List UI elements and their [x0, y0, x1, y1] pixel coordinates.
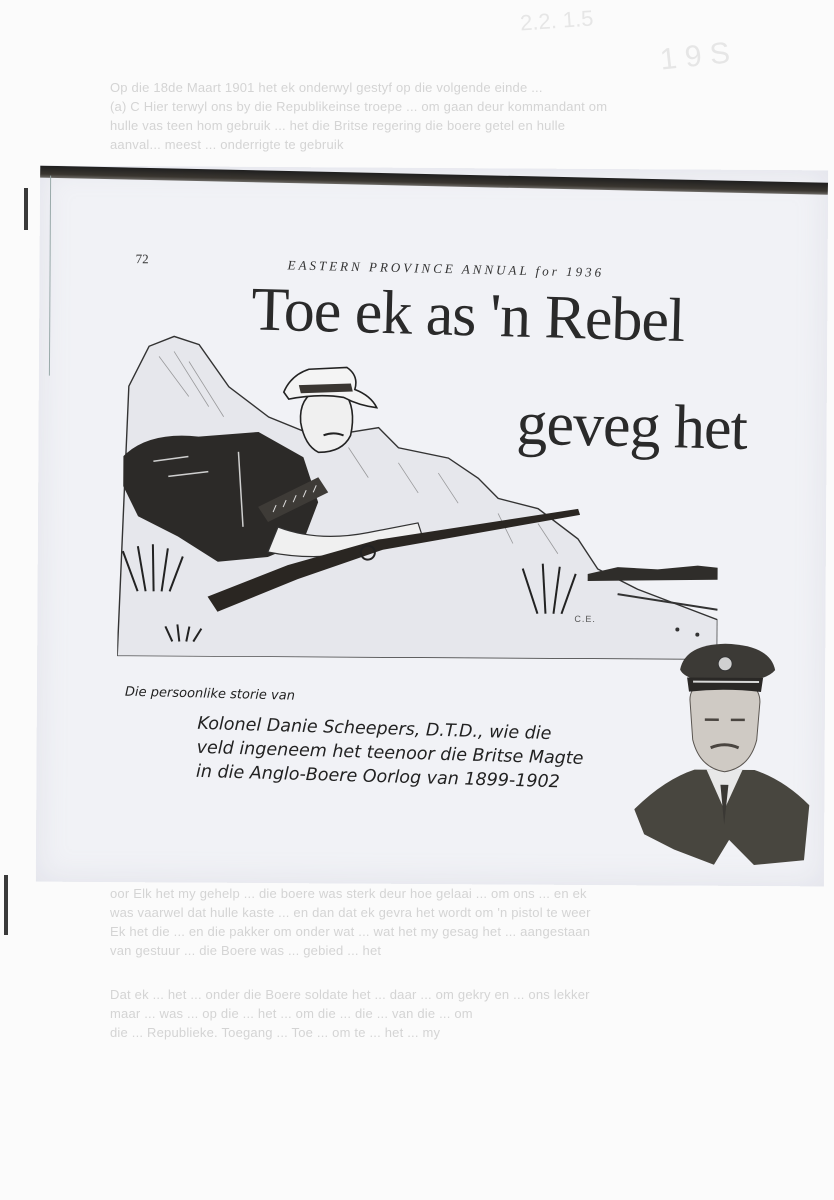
bleed-line: Ek het die ... en die pakker om onder wat ... wat het my gesag het ... aangestaan — [110, 924, 591, 939]
byline-intro: Die persoonlike storie van — [124, 684, 296, 704]
bleed-line: maar ... was ... op die ... het ... om die ... die ... van die ... om — [110, 1006, 473, 1021]
bleed-line: aanval... meest ... onderrigte te gebruik — [110, 137, 344, 152]
bleed-line: (a) C Hier terwyl ons by die Republikeinse troepe ... om gaan deur kommandant om — [110, 99, 608, 114]
colonel-portrait-photo — [634, 639, 815, 870]
bleed-line: van gestuur ... die Boere was ... gebied ... het — [110, 943, 382, 958]
clipping-left-edge — [49, 176, 51, 376]
byline — [196, 712, 618, 796]
bleed-line: Op die 18de Maart 1901 het ek onderwyl gestyf op die volgende einde ... — [110, 80, 543, 95]
clipping-top-edge — [40, 166, 828, 195]
bleed-line: was vaarwel dat hulle kaste ... en dan dat ek gevra het wordt om 'n pistol te weer — [110, 905, 591, 920]
handwritten-corner-mark: 2.2. 1.5 — [519, 5, 595, 36]
bleed-line: die ... Republieke. Toegang ... Toe ... om te ... het ... my — [110, 1025, 441, 1040]
bleed-through-text-top — [110, 78, 770, 154]
article-clipping — [36, 166, 828, 887]
byline-line: veld ingeneem het teenoor die Britse Magte — [196, 737, 584, 769]
bleed-through-text-bottom-2 — [110, 985, 800, 1042]
illustrator-signature: C.E. — [574, 613, 596, 625]
byline-line: Kolonel Danie Scheepers, D.T.D., wie die — [197, 713, 552, 745]
bleed-line: hulle vas teen hom gebruik ... het die Britse regering die boere getel en hulle — [110, 118, 566, 133]
byline-line: in die Anglo-Boere Oorlog van 1899-1902 — [195, 761, 561, 793]
page-number: 72 — [135, 251, 149, 267]
binding-mark — [4, 875, 8, 935]
handwritten-corner-mark: 1 9 S — [658, 36, 732, 77]
bleed-line: Dat ek ... het ... onder die Boere soldate het ... daar ... om gekry en ... ons lekker — [110, 987, 590, 1002]
rebel-rifleman-illustration — [117, 326, 719, 660]
running-head: EASTERN PROVINCE ANNUAL for 1936 — [287, 257, 605, 280]
article-title-line-2: geveg het — [515, 389, 748, 463]
binding-mark — [24, 188, 28, 230]
bleed-line: oor Elk het my gehelp ... die boere was sterk deur hoe gelaai ... om ons ... en ek — [110, 886, 587, 901]
article-title-line-1: Toe ek as 'n Rebel — [250, 275, 686, 356]
